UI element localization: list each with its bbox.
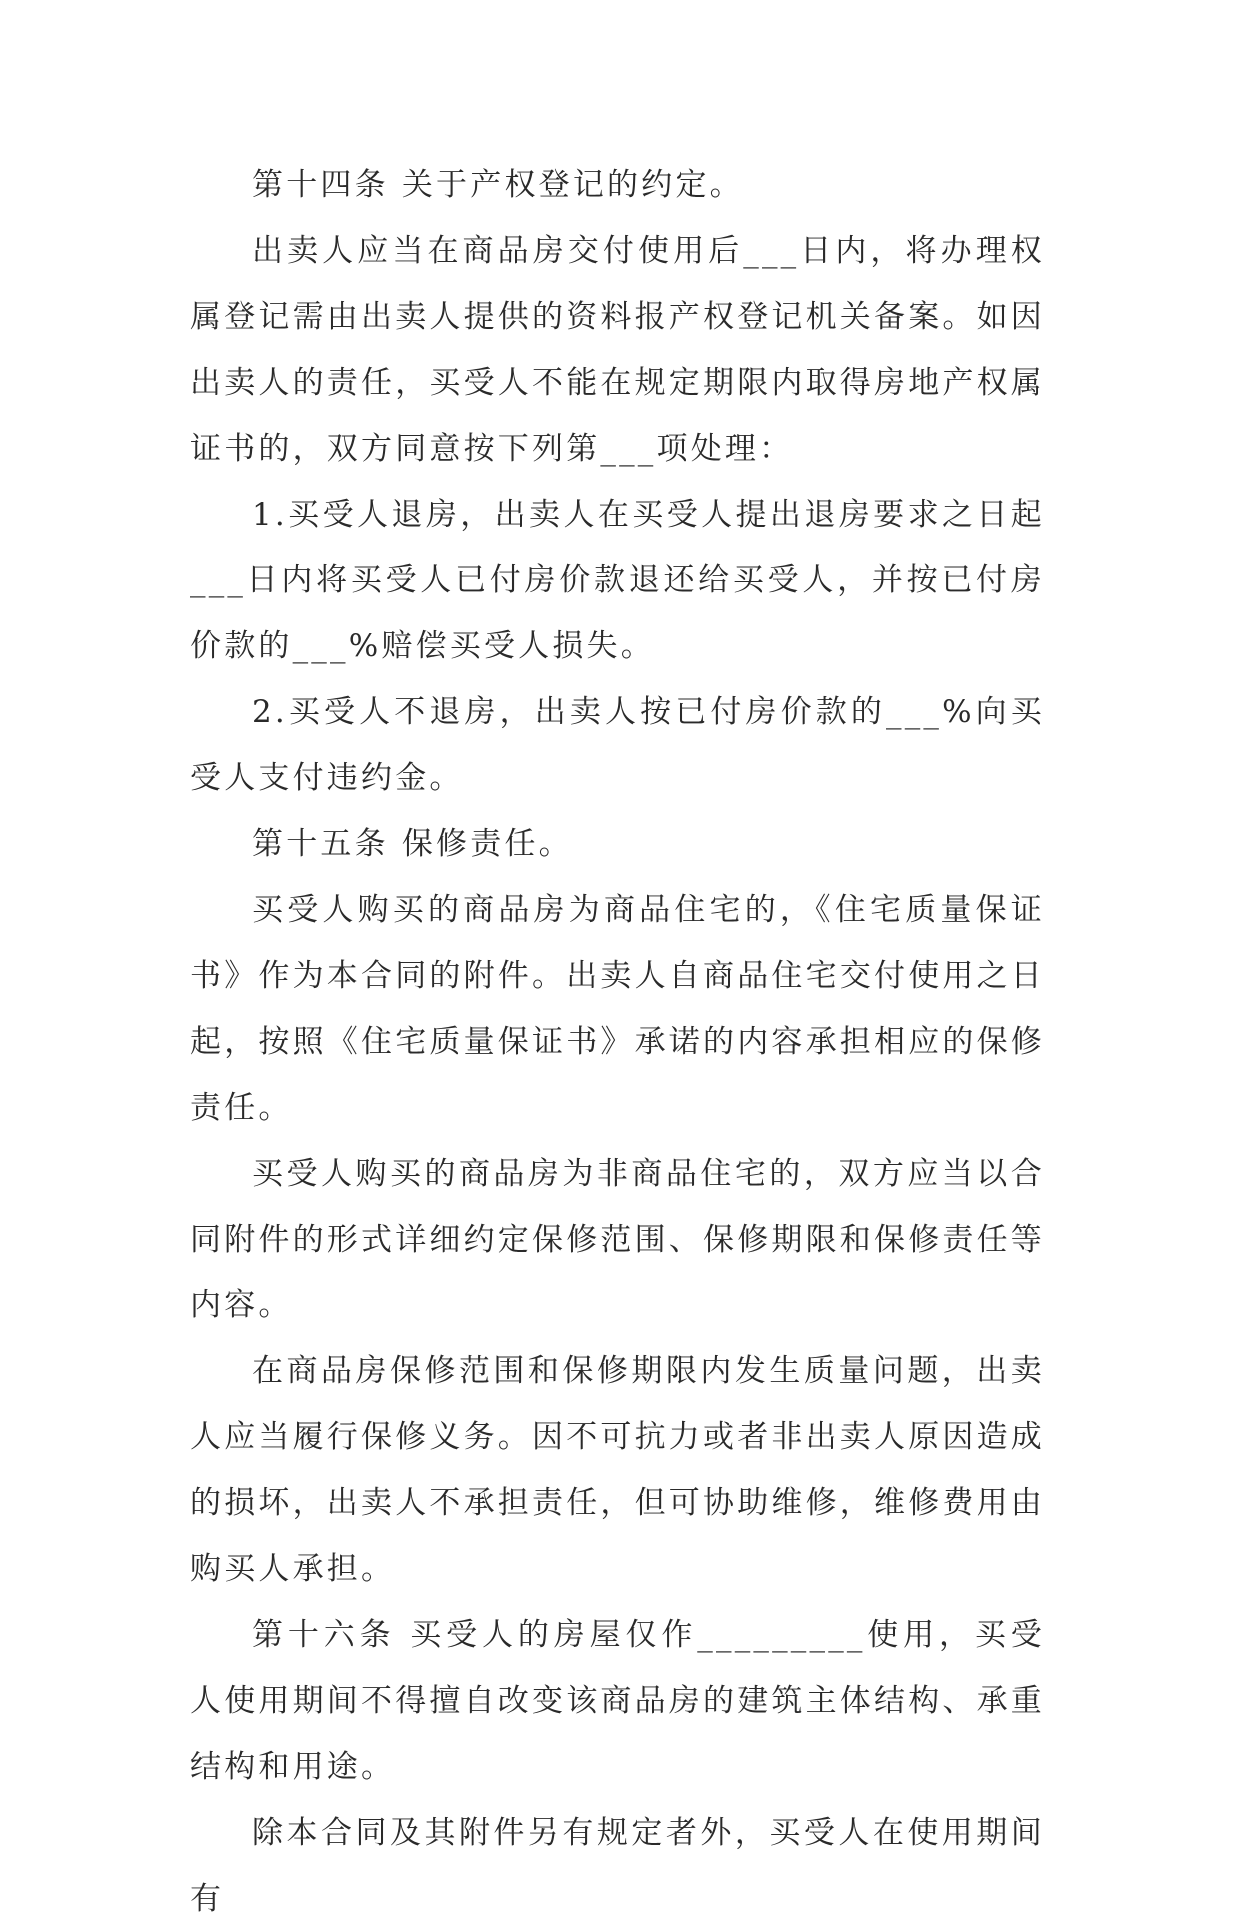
paragraph-title-registration: 出卖人应当在商品房交付使用后___日内，将办理权属登记需由出卖人提供的资料报产权登记机关备案。如因出卖人的责任，买受人不能在规定期限内取得房地产权属证书的，双方同意按下列第___项处理： [190,232,1045,467]
article-15-heading: 第十五条 保修责任。 [252,826,573,863]
paragraph-option-2-keep: 2.买受人不退房，出卖人按已付房价款的___%向买受人支付违约金。 [190,694,1045,797]
document-body [190,153,1045,1932]
paragraph-usage-exceptions: 除本合同及其附件另有规定者外，买受人在使用期间有 [190,1814,1045,1917]
paragraph-warranty-obligation: 在商品房保修范围和保修期限内发生质量问题，出卖人应当履行保修义务。因不可抗力或者非出卖人原因造成的损坏，出卖人不承担责任，但可协助维修，维修费用由购买人承担。 [190,1353,1045,1588]
article-16-paragraph: 第十六条 买受人的房屋仅作_________使用，买受人使用期间不得擅自改变该商品房的建筑主体结构、承重结构和用途。 [190,1616,1045,1785]
paragraph-residential-warranty: 买受人购买的商品房为商品住宅的，《住宅质量保证书》作为本合同的附件。出卖人自商品住宅交付使用之日起，按照《住宅质量保证书》承诺的内容承担相应的保修责任。 [190,891,1045,1126]
paragraph-nonresidential-warranty: 买受人购买的商品房为非商品住宅的，双方应当以合同附件的形式详细约定保修范围、保修期限和保修责任等内容。 [190,1155,1045,1324]
paragraph-option-1-return: 1.买受人退房，出卖人在买受人提出退房要求之日起___日内将买受人已付房价款退还给买受人，并按已付房价款的___%赔偿买受人损失。 [190,496,1045,665]
article-14-heading: 第十四条 关于产权登记的约定。 [252,167,744,203]
